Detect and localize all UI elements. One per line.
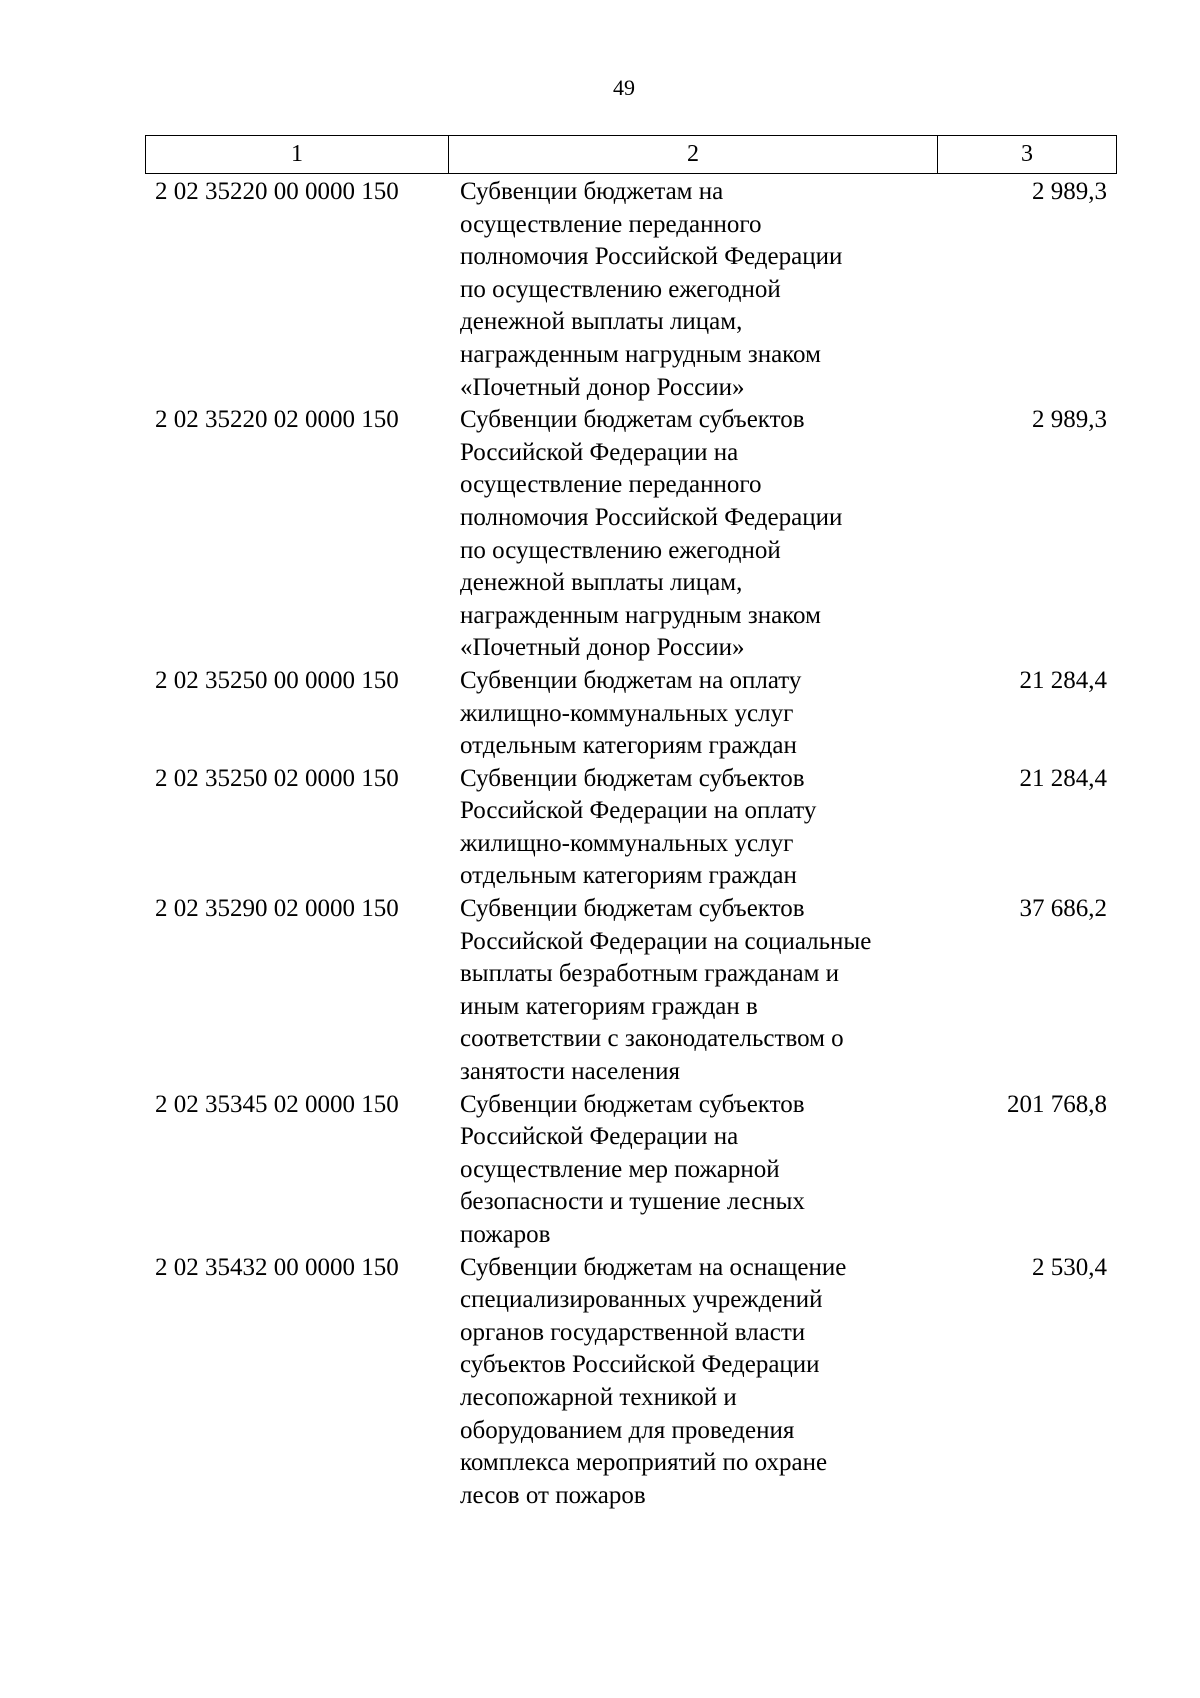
- income-name-line: отдельным категориям граждан: [460, 732, 797, 760]
- income-name-line: жилищно-коммунальных услуг: [460, 699, 794, 727]
- income-name-line: безопасности и тушение лесных: [460, 1188, 805, 1216]
- table-row: [145, 176, 1117, 404]
- income-name-line: Российской Федерации на: [460, 438, 739, 466]
- table-row: [145, 893, 1117, 1089]
- header-col-3: 3: [1021, 141, 1033, 167]
- income-name-line: Субвенции бюджетам на: [460, 178, 724, 205]
- income-name-line: отдельным категориям граждан: [460, 862, 797, 890]
- table-row: [145, 404, 1117, 665]
- income-name-line: по осуществлению ежегодной: [460, 536, 781, 564]
- amount: 2 989,3: [1032, 406, 1107, 434]
- income-name-line: жилищно-коммунальных услуг: [460, 829, 794, 857]
- income-name: [448, 1252, 937, 1513]
- income-name-line: награжденным нагрудным знаком: [460, 601, 821, 629]
- income-name-line: иным категориям граждан в: [460, 992, 758, 1020]
- income-name-line: занятости населения: [460, 1058, 681, 1086]
- income-name-line: Российской Федерации на оплату: [460, 797, 817, 825]
- income-name-line: денежной выплаты лицам,: [460, 569, 743, 597]
- income-name-line: осуществление переданного: [460, 210, 762, 238]
- budget-code: 2 02 35220 00 0000 150: [155, 178, 399, 205]
- income-name-line: Субвенции бюджетам субъектов: [460, 1090, 805, 1118]
- income-name-line: специализированных учреждений: [460, 1286, 823, 1314]
- income-name-line: лесов от пожаров: [460, 1481, 646, 1509]
- income-name-line: осуществление переданного: [460, 471, 762, 499]
- income-name-line: субъектов Российской Федерации: [460, 1351, 820, 1379]
- amount: 21 284,4: [1019, 666, 1107, 694]
- budget-code: 2 02 35432 00 0000 150: [155, 1253, 399, 1281]
- amount: 2 989,3: [1032, 178, 1107, 205]
- table-row: [145, 665, 1117, 763]
- table-row: [145, 763, 1117, 893]
- income-name-line: полномочия Российской Федерации: [460, 243, 843, 271]
- income-name-line: Субвенции бюджетам субъектов: [460, 764, 805, 792]
- amount: 37 686,2: [1019, 895, 1107, 923]
- income-name: [448, 665, 937, 763]
- table-header: [145, 135, 1117, 174]
- income-name: [448, 1089, 937, 1252]
- income-name-line: Российской Федерации на социальные: [460, 927, 872, 955]
- table-row: [145, 1089, 1117, 1252]
- income-name: [448, 176, 937, 404]
- income-name-line: денежной выплаты лицам,: [460, 308, 743, 336]
- income-name-line: Российской Федерации на: [460, 1123, 739, 1151]
- income-name: [448, 404, 937, 665]
- amount: 2 530,4: [1032, 1253, 1107, 1281]
- income-name-line: полномочия Российской Федерации: [460, 503, 843, 531]
- budget-code: 2 02 35345 02 0000 150: [155, 1090, 399, 1118]
- income-name-line: соответствии с законодательством о: [460, 1025, 844, 1053]
- income-name-line: осуществление мер пожарной: [460, 1155, 780, 1183]
- header-col-2: 2: [449, 136, 938, 173]
- page-number: 49: [613, 75, 635, 100]
- budget-code: 2 02 35250 02 0000 150: [155, 764, 399, 792]
- income-name-line: по осуществлению ежегодной: [460, 275, 781, 303]
- income-name-line: комплекса мероприятий по охране: [460, 1449, 828, 1477]
- table-body: [145, 176, 1117, 1512]
- income-name-line: лесопожарной техникой и: [460, 1383, 737, 1411]
- income-name-line: Субвенции бюджетам субъектов: [460, 895, 805, 923]
- header-col-1: 1: [146, 136, 449, 173]
- amount: 201 768,8: [1007, 1090, 1107, 1118]
- income-name-line: пожаров: [460, 1221, 551, 1248]
- amount: 21 284,4: [1019, 764, 1107, 792]
- income-name-line: награжденным нагрудным знаком: [460, 340, 821, 368]
- income-name-line: выплаты безработным гражданам и: [460, 960, 840, 988]
- income-name-line: «Почетный донор России»: [460, 373, 745, 401]
- income-name-line: Субвенции бюджетам субъектов: [460, 406, 805, 434]
- income-name: [448, 893, 937, 1089]
- income-name-line: Субвенции бюджетам на оснащение: [460, 1253, 847, 1281]
- budget-code: 2 02 35290 02 0000 150: [155, 895, 399, 923]
- income-name-line: «Почетный донор России»: [460, 634, 745, 662]
- table-row: [145, 1252, 1117, 1513]
- income-name: [448, 763, 937, 893]
- income-name-line: органов государственной власти: [460, 1318, 806, 1346]
- income-name-line: Субвенции бюджетам на оплату: [460, 666, 802, 694]
- budget-code: 2 02 35220 02 0000 150: [155, 406, 399, 434]
- budget-code: 2 02 35250 00 0000 150: [155, 666, 399, 694]
- income-name-line: оборудованием для проведения: [460, 1416, 795, 1444]
